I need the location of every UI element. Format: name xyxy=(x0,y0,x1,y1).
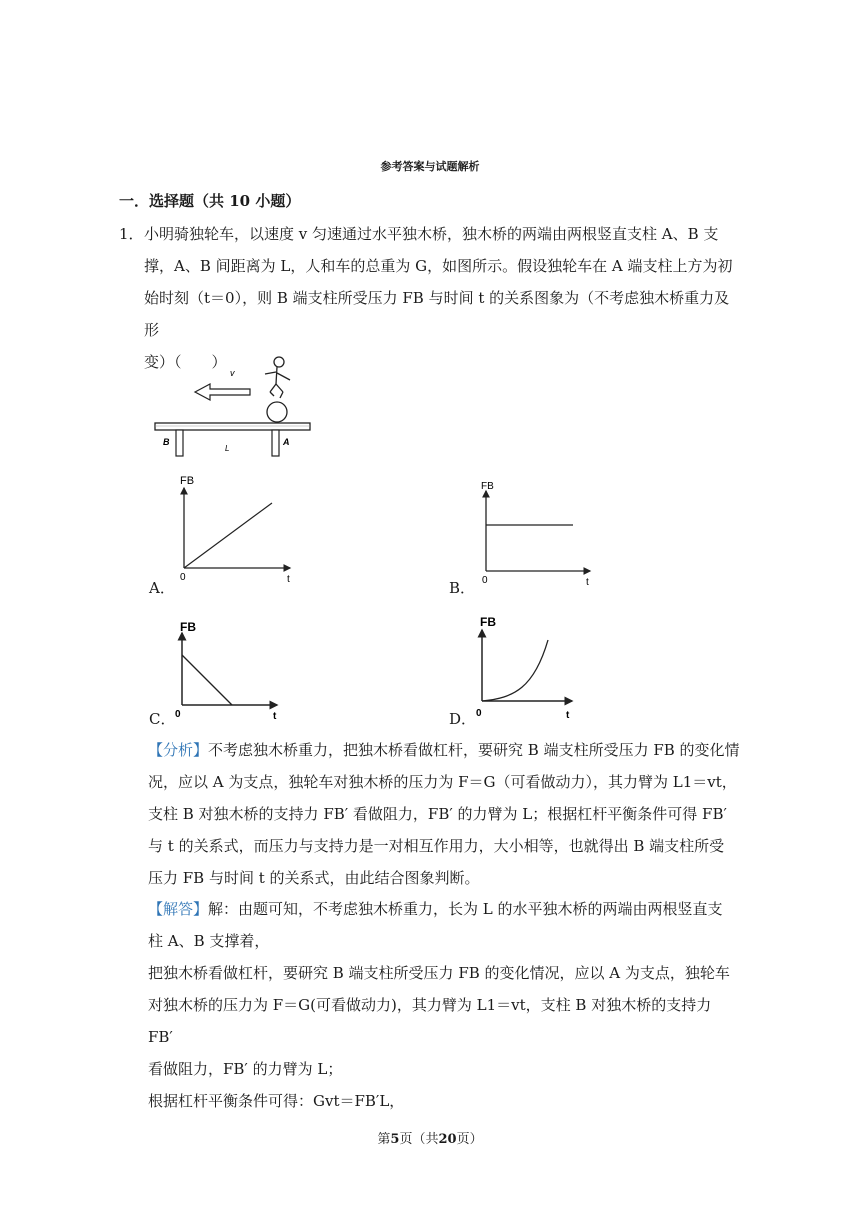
answer-line-5: 看做阻力，FB′ 的力臂为 L； xyxy=(148,1060,343,1078)
page-footer xyxy=(0,1128,860,1147)
answer-line-3: 把独木桥看做杠杆，要研究 B 端支柱所受压力 FB 的变化情况，应以 A 为支点，独轮车 xyxy=(148,964,730,982)
analysis-tag: 【分析】 xyxy=(148,741,209,759)
answer-line-6: 根据杠杆平衡条件可得：Gvt＝FB′L， xyxy=(148,1092,405,1110)
length-label: L xyxy=(225,444,230,453)
option-d-curve xyxy=(482,640,548,701)
page-title: 参考答案与试题解析 xyxy=(380,160,480,173)
option-c-graph xyxy=(172,615,287,720)
option-c-curve xyxy=(182,655,232,705)
option-d-xlabel: t xyxy=(566,710,570,720)
option-b-xlabel: t xyxy=(586,577,589,587)
option-b-ylabel: FB xyxy=(481,481,494,492)
question-line-3: 始时刻（t＝0），则 B 端支柱所受压力 FB 与时间 t 的关系图象为（不考虑独木桥重力及形 xyxy=(144,289,730,339)
velocity-arrow xyxy=(195,384,250,400)
section-heading: 一．选择题（共 10 小题） xyxy=(119,192,301,210)
footer-mid: 页（共 xyxy=(399,1132,439,1147)
footer-pre: 第 xyxy=(377,1132,391,1147)
option-b-origin: 0 xyxy=(482,575,488,586)
option-c-label: C． xyxy=(149,710,176,728)
option-a-label: A． xyxy=(149,579,175,597)
option-d-ylabel: FB xyxy=(480,615,496,629)
question-line-1: 小明骑独轮车，以速度 v 匀速通过水平独木桥，独木桥的两端由两根竖直支柱 A、B 支 xyxy=(144,225,719,243)
analysis-block xyxy=(148,734,740,894)
option-a-ylabel: FB xyxy=(180,475,195,487)
analysis-line-4: 与 t 的关系式，而压力与支持力是一对相互作用力，大小相等，也就得出 B 端支柱所受 xyxy=(148,837,725,855)
option-a-curve xyxy=(184,503,272,568)
answer-line-1: 解：由题可知，不考虑独木桥重力，长为 L 的水平独木桥的两端由两根竖直支 xyxy=(208,900,723,918)
option-a-graph xyxy=(170,472,300,584)
option-d-origin: 0 xyxy=(476,708,482,719)
analysis-line-5: 压力 FB 与时间 t 的关系式，由此结合图象判断。 xyxy=(148,869,480,887)
analysis-line-1: 不考虑独木桥重力，把独木桥看做杠杆，要研究 B 端支柱所受压力 FB 的变化情 xyxy=(208,741,740,759)
bridge-plank xyxy=(155,423,310,430)
pillar-a xyxy=(272,430,279,456)
pillar-a-label: A xyxy=(283,437,290,447)
option-a-origin: 0 xyxy=(180,572,186,583)
option-d-graph xyxy=(474,608,584,720)
rider-icon xyxy=(265,357,290,422)
answer-line-2: 柱 A、B 支撑着， xyxy=(148,932,270,950)
question-number: 1． xyxy=(119,225,144,243)
option-b-label: B． xyxy=(449,579,476,597)
answer-block xyxy=(148,893,740,1117)
option-c-ylabel: FB xyxy=(180,620,196,634)
bridge-figure xyxy=(150,350,320,462)
analysis-line-2: 况，应以 A 为支点，独轮车对独木桥的压力为 F＝G（可看做动力），其力臂为 L1＝vt， xyxy=(148,773,737,791)
footer-post: 页） xyxy=(456,1132,483,1147)
option-a-xlabel: t xyxy=(287,574,290,584)
question-line-2: 撑，A、B 间距离为 L，人和车的总重为 G，如图所示。假设独轮车在 A 端支柱上方为初 xyxy=(144,257,733,275)
answer-line-4: 对独木桥的压力为 F＝G(可看做动力)，其力臂为 L1＝vt，支柱 B 对独木桥的支持力 FB′ xyxy=(148,996,712,1046)
pillar-b xyxy=(176,430,183,456)
analysis-line-3: 支柱 B 对独木桥的支持力 FB′ 看做阻力，FB′ 的力臂为 L；根据杠杆平衡条件可得 FB′ xyxy=(148,805,727,823)
option-c-xlabel: t xyxy=(273,711,277,720)
pillar-b-label: B xyxy=(163,437,170,447)
footer-total-pages: 20 xyxy=(438,1132,457,1147)
option-d-label: D． xyxy=(449,710,477,728)
option-c-origin: 0 xyxy=(175,709,181,720)
answer-tag: 【解答】 xyxy=(148,900,209,918)
question-line-4: 变）（ ） xyxy=(144,353,227,371)
velocity-label: v xyxy=(230,368,235,378)
option-b-graph xyxy=(475,475,600,587)
footer-page-number: 5 xyxy=(390,1132,400,1147)
